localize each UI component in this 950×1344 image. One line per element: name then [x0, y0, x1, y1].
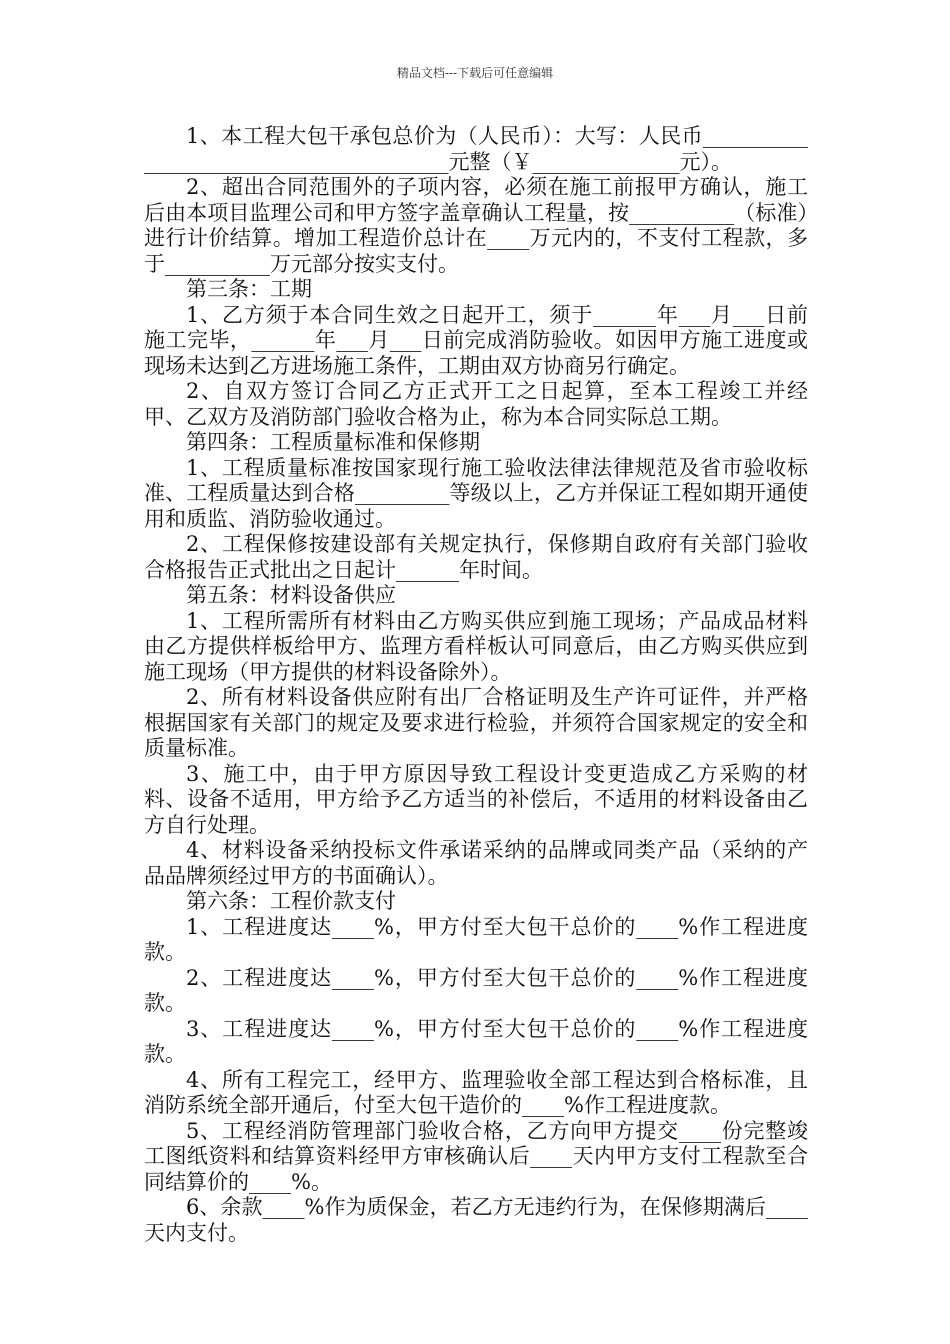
paragraph-price-total: 1、本工程大包干承包总价为（人民币）：大写：人民币_______________________________________元整（￥______________元）。: [144, 124, 808, 174]
paragraph-payment-2: 2、工程进度达____%，甲方付至大包干总价的____%作工程进度款。: [144, 965, 808, 1015]
paragraph-extra-items: 2、超出合同范围外的子项内容，必须在施工前报甲方确认，施工后由本项目监理公司和甲方签字盖章确认工程量，按__________（标准）进行计价结算。增加工程造价总计在____万元内的，不支付工程款，多于__________万元部分按实支付。: [144, 175, 808, 276]
paragraph-materials-3: 3、施工中，由于甲方原因导致工程设计变更造成乙方采购的材料、设备不适用，甲方给予乙方适当的补偿后，不适用的材料设备由乙方自行处理。: [144, 761, 808, 837]
paragraph-materials-4: 4、材料设备采纳投标文件承诺采纳的品牌或同类产品（采纳的产品品牌须经过甲方的书面确认）。: [144, 838, 808, 888]
paragraph-payment-5: 5、工程经消防管理部门验收合格，乙方向甲方提交____份完整竣工图纸资料和结算资料经甲方审核确认后____天内甲方支付工程款至合同结算价的____%。: [144, 1118, 808, 1194]
section-heading-quality: 第四条：工程质量标准和保修期: [186, 430, 480, 454]
paragraph-schedule-1: 1、乙方须于本合同生效之日起开工，须于______年___月___日前施工完毕，______年___月___日前完成消防验收。如因甲方施工进度或现场未达到乙方进场施工条件，工期由双方协商另行确定。: [144, 302, 808, 378]
paragraph-schedule-2: 2、自双方签订合同乙方正式开工之日起算，至本工程竣工并经甲、乙双方及消防部门验收合格为止，称为本合同实际总工期。: [144, 379, 808, 429]
paragraph-quality-1: 1、工程质量标准按国家现行施工验收法律法律规范及省市验收标准、工程质量达到合格_________等级以上，乙方并保证工程如期开通使用和质监、消防验收通过。: [144, 455, 808, 531]
document-body: [144, 124, 808, 1246]
paragraph-materials-1: 1、工程所需所有材料由乙方购买供应到施工现场；产品成品材料由乙方提供样板给甲方、监理方看样板认可同意后，由乙方购买供应到施工现场（甲方提供的材料设备除外）。: [144, 608, 808, 684]
section-heading-materials: 第五条：材料设备供应: [186, 583, 396, 607]
paragraph-payment-3: 3、工程进度达____%，甲方付至大包干总价的____%作工程进度款。: [144, 1016, 808, 1066]
paragraph-payment-4: 4、所有工程完工，经甲方、监理验收全部工程达到合格标准，且消防系统全部开通后，付至大包干造价的____%作工程进度款。: [144, 1067, 808, 1117]
paragraph-materials-2: 2、所有材料设备供应附有出厂合格证明及生产许可证件，并严格根据国家有关部门的规定及要求进行检验，并须符合国家规定的安全和质量标准。: [144, 685, 808, 760]
section-heading-schedule: 第三条：工期: [186, 277, 312, 301]
section-heading-payment: 第六条：工程价款支付: [186, 889, 396, 913]
paragraph-payment-1: 1、工程进度达____%，甲方付至大包干总价的____%作工程进度款。: [144, 914, 808, 964]
paragraph-quality-2: 2、工程保修按建设部有关规定执行，保修期自政府有关部门验收合格报告正式批出之日起计______年时间。: [144, 532, 808, 582]
paragraph-payment-6: 6、余款____%作为质保金，若乙方无违约行为，在保修期满后____天内支付。: [144, 1195, 808, 1245]
page-header: 精品文档---下载后可任意编辑: [396, 66, 554, 80]
